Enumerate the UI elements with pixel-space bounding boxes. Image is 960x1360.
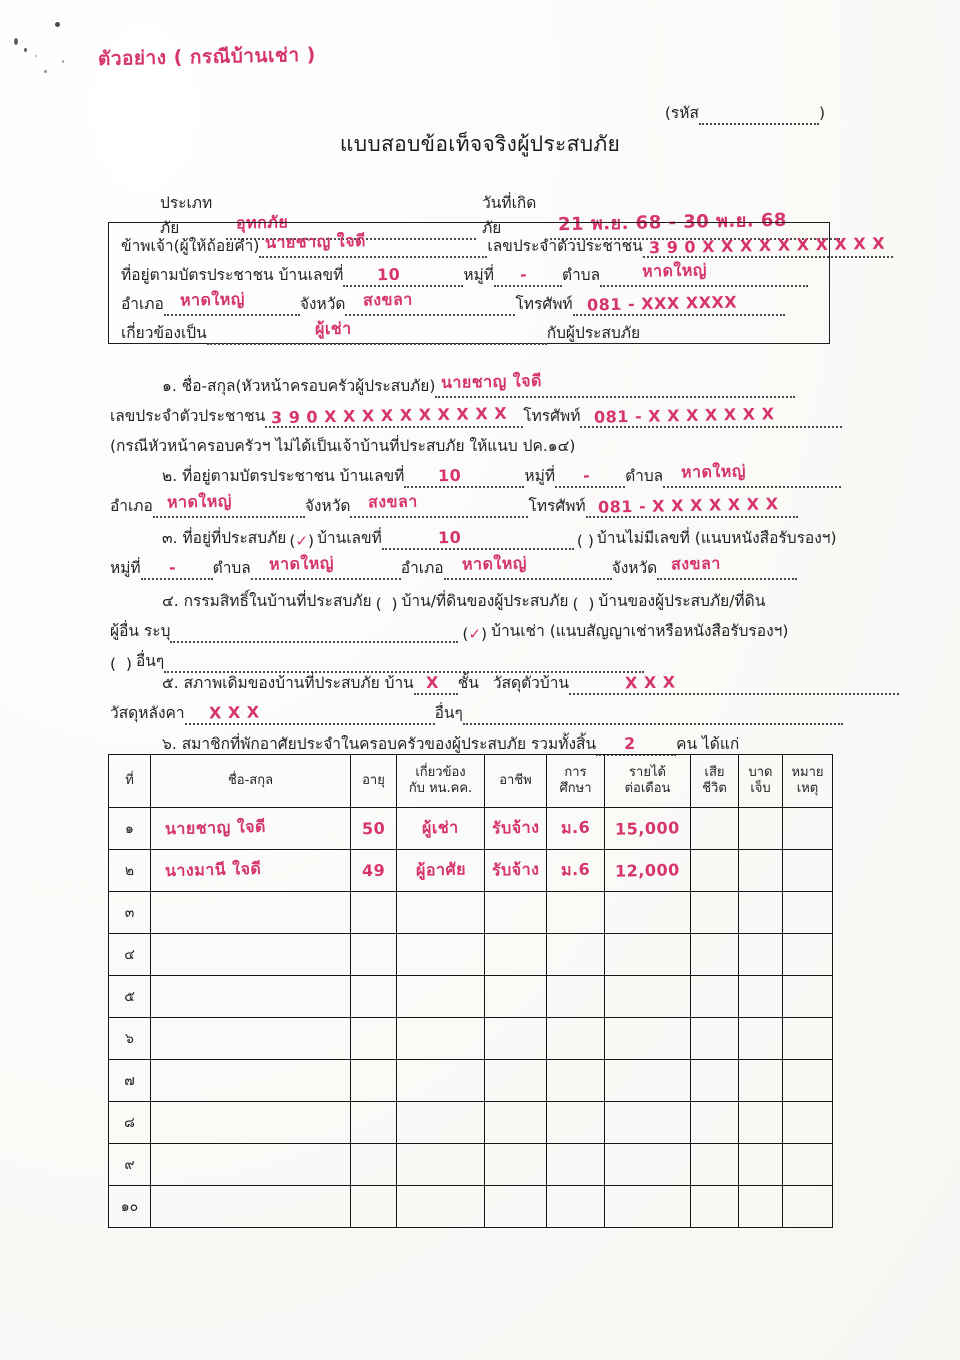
table-row [109,934,833,976]
item3-tambon-label: ตำบล [212,559,251,577]
declarant-tambon-label: ตำบล [561,266,601,284]
item2-district-row [110,488,840,518]
item3-amphoe-field[interactable] [444,553,612,580]
row-relation-value: ผู้เช่า [421,817,460,838]
table-row [109,808,833,850]
code-dots[interactable] [699,108,819,125]
item1-note: (กรณีหัวหน้าครอบครัวฯ ไม่ได้เป็นเจ้าบ้านที่ประสบภัย ให้แนบ ปค.๑๔) [110,437,576,455]
item3-moo-field[interactable] [141,557,213,580]
table-row [109,892,833,934]
declarant-province-label: จังหวัด [299,295,346,313]
item3-houseno-field[interactable] [382,527,574,550]
declarant-tambon-value: หาดใหญ่ [641,260,708,281]
row-income[interactable] [605,1144,691,1186]
row-relation[interactable] [397,892,485,934]
row-index [109,934,151,976]
row-age[interactable] [351,1186,397,1228]
row-index-value: ๘ [124,1114,135,1131]
item3-houseno-value: 10 [437,527,462,548]
item1-id-label: เลขประจำตัวประชาชน [110,407,266,425]
row-index-value: ๒ [124,862,135,879]
table-row [109,1186,833,1228]
disaster-type-value: อุทกภัย [235,212,289,233]
item4-label: ๔. กรรมสิทธิ์ในบ้านที่ประสบภัย [162,592,372,610]
row-index [109,892,151,934]
col-header-deceased: เสีย ชีวิต [691,755,739,808]
item6-unit: คน ได้แก่ [676,735,740,753]
row-injured[interactable] [739,892,783,934]
declarant-relation-value: ผู้เช่า [314,318,352,339]
row-occupation[interactable] [485,850,547,892]
row-occupation[interactable] [485,1060,547,1102]
row-name[interactable] [151,1018,351,1060]
item3-nonumber-label: บ้านไม่มีเลขที่ (แนบหนังสือรับรองฯ) [596,529,837,547]
col-header-index: ที่ [109,755,151,808]
item5-roof-field[interactable] [185,702,435,725]
row-index [109,1186,151,1228]
row-occupation[interactable] [485,892,547,934]
row-education[interactable] [547,1060,605,1102]
declarant-phone-field[interactable] [573,292,785,316]
declarant-address-row [121,258,819,287]
row-relation-value: ผู้อาศัย [415,859,466,880]
item3-moo-label: หมู่ที่ [110,559,141,577]
row-age-value: 49 [361,860,386,881]
row-note[interactable] [783,808,833,850]
row-occupation[interactable] [485,1144,547,1186]
row-index [109,1060,151,1102]
item2-moo-field[interactable] [555,465,625,488]
row-note[interactable] [783,1102,833,1144]
item6-members-row [110,726,840,756]
row-name[interactable] [151,1144,351,1186]
item-2 [110,458,840,518]
item3-checkbox-nonumber[interactable]: ( ) [576,532,594,550]
declarant-amphoe-value: หาดใหญ่ [179,289,245,310]
row-relation[interactable] [397,934,485,976]
row-age[interactable] [351,976,397,1018]
declarant-relation-suffix: กับผู้ประสบภัย [546,324,641,342]
item4-other-owner-label: ผู้อื่น ระบุ [110,622,171,640]
code-close-paren: ) [818,104,825,122]
item4-ownhouse-label: บ้านของผู้ประสบภัย/ที่ดิน [598,592,766,610]
row-injured[interactable] [739,1102,783,1144]
col-header-name: ชื่อ-สกุล [151,755,351,808]
declarant-province-field[interactable] [345,289,515,316]
item3-checkbox-house[interactable]: (✓) [289,532,315,550]
row-relation[interactable] [397,808,485,850]
item1-label: ๑. ชื่อ-สกุล(หัวหน้าครอบครัวผู้ประสบภัย) [162,377,436,395]
item4-specify-field[interactable] [170,625,458,643]
declarant-houseno-value: 10 [377,264,401,285]
declarant-relation-label: เกี่ยวข้องเป็น [121,324,207,342]
item2-tambon-label: ตำบล [625,467,664,485]
row-index-value: ๑๐ [120,1198,139,1215]
item1-id-row [110,398,840,428]
item2-moo-value: - [582,465,591,486]
row-note[interactable] [783,1144,833,1186]
declarant-address-label: ที่อยู่ตามบัตรประชาชน บ้านเลขที่ [121,266,344,284]
table-header-row [109,755,833,808]
item1-name-row [110,368,840,398]
declarant-relation-field[interactable] [207,318,547,345]
row-education[interactable] [547,1018,605,1060]
table-row [109,1102,833,1144]
item4-checkbox-own[interactable]: ( ) [375,595,398,613]
row-note[interactable] [783,892,833,934]
declarant-name-field[interactable] [259,231,487,258]
row-index-value: ๔ [124,946,135,963]
item4-checkbox-rented[interactable]: (✓) [462,625,488,643]
disaster-date-value: 21 พ.ย. 68 - 30 พ.ย. 68 [557,209,788,236]
row-occupation-value: รับจ้าง [491,817,540,838]
row-income[interactable] [605,934,691,976]
declarant-phone-value: 081 - XXX XXXX [586,292,737,315]
item2-province-label: จังหวัด [304,497,351,515]
declarant-district-row [121,287,819,316]
row-index [109,976,151,1018]
item6-label: ๖. สมาชิกที่พักอาศัยประจำในครอบครัวของผู้ประสบภัย รวมทั้งสิ้น [162,735,597,753]
row-occupation[interactable] [485,1018,547,1060]
item5-roof-value: X X X [208,702,260,723]
row-income[interactable] [605,1018,691,1060]
row-education[interactable] [547,934,605,976]
item5-roof-label: วัสดุหลังคา [110,704,185,722]
row-occupation[interactable] [485,1186,547,1228]
declarant-tambon-field[interactable] [600,260,808,287]
item3-province-field[interactable] [657,553,797,580]
row-income[interactable] [605,976,691,1018]
handwritten-example-note [98,42,316,72]
row-occupation[interactable] [485,934,547,976]
item1-note-row [110,428,840,458]
item1-name-field[interactable] [435,371,795,398]
row-index-value: ๙ [124,1156,135,1173]
item2-tambon-value: หาดใหญ่ [680,461,747,482]
row-name[interactable] [151,892,351,934]
row-name[interactable] [151,1186,351,1228]
item3-tambon-value: หาดใหญ่ [268,553,334,574]
declarant-province-value: สงขลา [363,289,414,310]
row-age[interactable] [351,808,397,850]
row-name[interactable] [151,934,351,976]
row-education[interactable] [547,892,605,934]
item5-wall-field[interactable] [569,672,899,695]
item2-phone-field[interactable] [586,494,798,518]
item1-id-field[interactable] [265,403,523,428]
item3-house-label: บ้านเลขที่ [317,529,382,547]
item5-wall-label: วัสดุตัวบ้าน [492,674,570,692]
item4-rented-check-mark: ✓ [468,625,482,643]
item3-moo-value: - [168,557,176,578]
row-index-value: ๖ [125,1030,134,1047]
table-row [109,850,833,892]
row-note[interactable] [783,976,833,1018]
row-injured[interactable] [739,1060,783,1102]
row-deceased[interactable] [691,1102,739,1144]
item3-province-label: จังหวัด [611,559,658,577]
col-header-note: หมาย เหตุ [783,755,833,808]
row-income[interactable] [605,850,691,892]
declarant-moo-field[interactable] [494,264,562,287]
item4-rented-label: บ้านเช่า (แนบสัญญาเช่าหรือหนังสือรับรองฯ) [491,622,789,640]
item-6 [110,726,840,756]
row-injured[interactable] [739,808,783,850]
row-education-value: ม.6 [560,859,591,880]
item5-roof-row [110,695,840,725]
row-note[interactable] [783,1060,833,1102]
item1-name-value: นายชาญ ใจดี [441,371,543,392]
row-occupation[interactable] [485,976,547,1018]
declarant-id-label: เลขประจำตัวประชาชน [487,237,643,255]
row-index [109,1102,151,1144]
item2-phone-label: โทรศัพท์ [528,497,586,515]
row-education[interactable] [547,808,605,850]
declarant-name-label: ข้าพเจ้า(ผู้ให้ถ้อยคำ) [121,237,260,255]
row-injured[interactable] [739,850,783,892]
item2-province-value: สงขลา [368,491,419,512]
item6-total-value: 2 [623,733,636,754]
row-relation[interactable] [397,1018,485,1060]
row-index-value: ๓ [124,904,135,921]
row-index [109,850,151,892]
item5-other-label: อื่นๆ [434,704,463,722]
top-note-text: ตัวอย่าง ( กรณีบ้านเช่า ) [97,43,317,71]
row-age[interactable] [351,934,397,976]
row-age[interactable] [351,1144,397,1186]
item2-tambon-field[interactable] [663,461,841,488]
row-note[interactable] [783,850,833,892]
row-deceased[interactable] [691,934,739,976]
col-header-age: อายุ [351,755,397,808]
declarant-houseno-field[interactable] [343,264,463,287]
item2-moo-label: หมู่ที่ [524,467,556,485]
row-deceased[interactable] [691,850,739,892]
row-name-value: นางมานี ใจดี [164,858,262,881]
row-relation[interactable] [397,1186,485,1228]
item5-wall-value: X X X [624,672,676,693]
row-index [109,1018,151,1060]
col-header-income: รายได้ ต่อเดือน [605,755,691,808]
row-note[interactable] [783,1018,833,1060]
row-relation[interactable] [397,850,485,892]
item3-province-value: สงขลา [671,553,722,574]
item3-tambon-field[interactable] [251,553,401,580]
row-injured[interactable] [739,1018,783,1060]
row-education[interactable] [547,1144,605,1186]
item3-amphoe-value: หาดใหญ่ [461,553,527,574]
item3-amphoe-label: อำเภอ [400,559,444,577]
row-education[interactable] [547,976,605,1018]
page-title: แบบสอบข้อเท็จจริงผู้ประสบภัย [339,132,621,156]
table-row [109,976,833,1018]
row-education[interactable] [547,1102,605,1144]
row-index-value: ๕ [124,988,135,1005]
row-injured[interactable] [739,1144,783,1186]
col-header-relation: เกี่ยวข้อง กับ หน.คค. [397,755,485,808]
row-age[interactable] [351,1060,397,1102]
table-row [109,1060,833,1102]
row-name[interactable] [151,850,351,892]
disaster-date-label: วันที่เกิดภัย [482,194,537,237]
row-occupation[interactable] [485,808,547,850]
item2-amphoe-field[interactable] [153,491,305,518]
row-age[interactable] [351,892,397,934]
row-income[interactable] [605,808,691,850]
row-name[interactable] [151,976,351,1018]
table-row [109,1018,833,1060]
item5-floors-unit: ชั้น [457,674,479,692]
col-header-occupation: อาชีพ [485,755,547,808]
table-row [109,1144,833,1186]
item-5 [110,665,840,725]
item1-phone-value: 081 - X X X X X X X [594,404,776,427]
item-3 [110,520,840,580]
row-injured[interactable] [739,976,783,1018]
item5-condition-row [110,665,840,695]
row-note[interactable] [783,1186,833,1228]
row-injured[interactable] [739,1186,783,1228]
item4-specify-row [110,613,840,643]
row-name[interactable] [151,1060,351,1102]
row-age[interactable] [351,850,397,892]
item1-phone-field[interactable] [580,404,842,428]
item2-phone-value: 081 - X X X X X X X [597,494,779,517]
members-table [108,754,833,1228]
row-name-value: นายชาญ ใจดี [164,816,267,839]
col-header-injured: บาด เจ็บ [739,755,783,808]
item5-label: ๕. สภาพเดิมของบ้านที่ประสบภัย บ้าน [162,674,414,692]
item5-other-field[interactable] [463,707,843,725]
item2-houseno-field[interactable] [404,465,524,488]
row-deceased[interactable] [691,1144,739,1186]
row-income[interactable] [605,1060,691,1102]
row-education-value: ม.6 [560,817,591,838]
item4-checkbox-ownhouse-otherland[interactable]: ( ) [572,595,595,613]
row-deceased[interactable] [691,1060,739,1102]
declarant-name-row [121,229,885,258]
item2-address-row [110,458,840,488]
row-deceased[interactable] [691,1018,739,1060]
row-age[interactable] [351,1018,397,1060]
item3-label: ๓. ที่อยู่ที่ประสบภัย [162,529,287,547]
row-index-value: ๗ [124,1072,135,1089]
row-relation[interactable] [397,1102,485,1144]
item4-checkbox-other[interactable]: ( ) [110,655,132,673]
row-index-value: ๑ [125,820,134,837]
row-deceased[interactable] [691,892,739,934]
row-income-value: 15,000 [614,818,681,839]
col-header-education: การ ศึกษา [547,755,605,808]
item3-house-check-mark: ✓ [295,532,309,550]
row-deceased[interactable] [691,1186,739,1228]
item2-amphoe-label: อำเภอ [110,497,153,515]
row-index [109,808,151,850]
declarant-amphoe-field[interactable] [164,289,300,316]
code-label: (รหัส [664,104,699,122]
row-relation[interactable] [397,1060,485,1102]
row-name[interactable] [151,808,351,850]
item4-own-label: บ้าน/ที่ดินของผู้ประสบภัย [401,592,569,610]
item1-phone-label: โทรศัพท์ [523,407,581,425]
disaster-type-label: ประเภทภัย [160,194,213,237]
declarant-relation-row [121,316,819,345]
row-occupation[interactable] [485,1102,547,1144]
row-name[interactable] [151,1102,351,1144]
row-age[interactable] [351,1102,397,1144]
row-occupation-value: รับจ้าง [491,859,540,880]
item2-province-field[interactable] [350,491,528,518]
row-index [109,1144,151,1186]
row-income[interactable] [605,892,691,934]
item-1 [110,368,840,458]
row-note[interactable] [783,934,833,976]
row-age-value: 50 [361,818,386,839]
item2-amphoe-value: หาดใหญ่ [166,491,232,512]
declarant-moo-value: - [519,264,528,285]
declarant-amphoe-label: อำเภอ [121,295,164,313]
item3-location-row [110,520,840,550]
item-4 [110,583,840,673]
code-field [665,100,825,125]
row-deceased[interactable] [691,976,739,1018]
declarant-box [108,222,885,344]
item4-other-label: อื่นๆ [135,652,165,670]
item2-houseno-value: 10 [438,465,462,486]
row-injured[interactable] [739,934,783,976]
row-deceased[interactable] [691,808,739,850]
item5-floors-value: X [425,672,439,693]
declarant-phone-label: โทรศัพท์ [515,295,573,313]
row-income[interactable] [605,1102,691,1144]
row-relation[interactable] [397,1144,485,1186]
declarant-id-value: 3 9 0 X X X X X X X X X X [648,233,885,258]
row-relation[interactable] [397,976,485,1018]
declarant-id-field[interactable] [643,233,893,258]
row-education[interactable] [547,1186,605,1228]
declarant-name-value: นายชาญ ใจดี [265,231,367,252]
item2-label: ๒. ที่อยู่ตามบัตรประชาชน บ้านเลขที่ [162,467,405,485]
row-education[interactable] [547,850,605,892]
declarant-moo-label: หมู่ที่ [463,266,494,284]
item3-district-row [110,550,840,580]
item1-id-value: 3 9 0 X X X X X X X X X X [271,403,508,428]
item5-floors-field[interactable] [414,672,458,695]
item4-ownership-row [110,583,840,613]
row-income-value: 12,000 [614,860,681,881]
row-income[interactable] [605,1186,691,1228]
